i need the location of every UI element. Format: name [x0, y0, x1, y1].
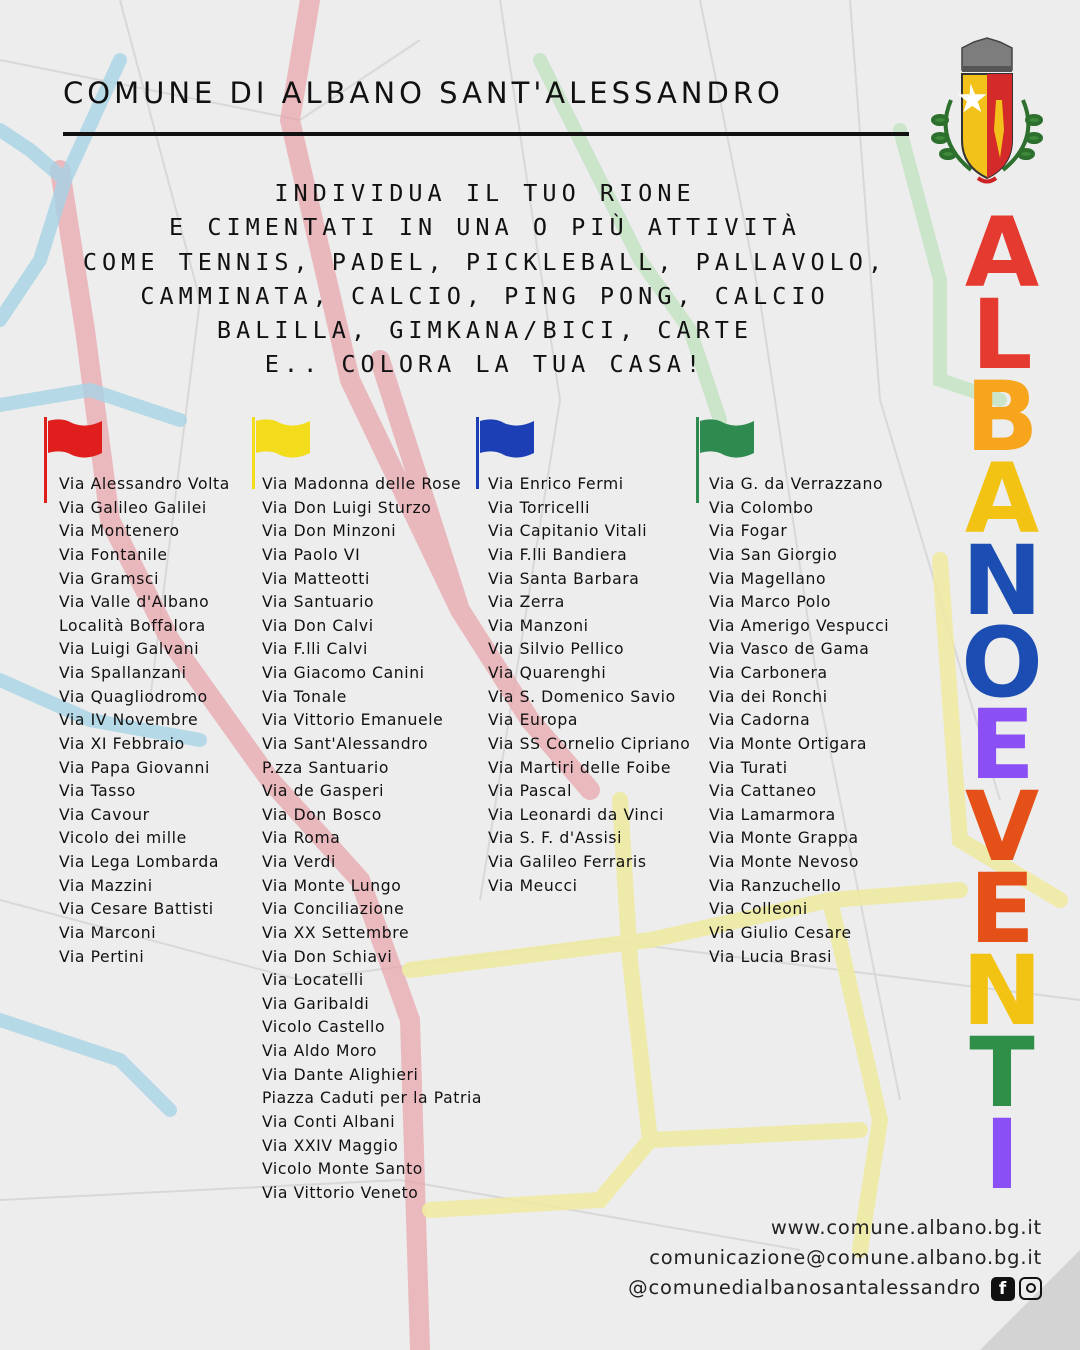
street-item: Via S. F. d'Assisi	[488, 829, 623, 848]
street-item: Via Cavour	[59, 805, 150, 824]
street-item: Via Montenero	[59, 522, 180, 541]
street-item: Via Manzoni	[488, 616, 589, 635]
street-item: Località Boffalora	[59, 616, 206, 635]
wordmark-letter: B	[965, 361, 1039, 473]
wordmark-letter: A	[964, 443, 1040, 555]
street-item: Via Garibaldi	[262, 994, 370, 1013]
street-item: Via Valle d'Albano	[59, 593, 210, 612]
street-item: Via Sant'Alessandro	[262, 734, 429, 753]
social-handle[interactable]: @comunedialbanosantalessandro	[628, 1276, 981, 1299]
street-item: Via Don Schiavi	[262, 947, 393, 966]
page-title: COMUNE DI ALBANO SANT'ALESSANDRO	[63, 76, 784, 110]
street-item: Via Santa Barbara	[488, 569, 640, 588]
street-item: Via Marco Polo	[709, 593, 831, 612]
street-item: Via Giulio Cesare	[709, 923, 852, 942]
street-item: Via XI Febbraio	[59, 734, 185, 753]
street-item: P.zza Santuario	[262, 758, 389, 777]
street-item: Via XXIV Maggio	[262, 1136, 399, 1155]
wordmark-letter: N	[961, 525, 1043, 637]
street-item: Via Fogar	[709, 522, 788, 541]
street-item: Via Gramsci	[59, 569, 160, 588]
email-link[interactable]: comunicazione@comune.albano.bg.it	[649, 1246, 1042, 1269]
street-item: Via Luigi Galvani	[59, 640, 200, 659]
street-item: Via Europa	[488, 711, 578, 730]
street-item: Via Vittorio Veneto	[262, 1183, 419, 1202]
street-item: Via Vittorio Emanuele	[262, 711, 444, 730]
street-item: Via Verdi	[262, 853, 336, 871]
street-item: Via Marconi	[59, 923, 157, 942]
wordmark-letter: T	[969, 1017, 1035, 1129]
street-item: Via Vasco de Gama	[709, 640, 870, 659]
wordmark-letter: O	[961, 607, 1043, 719]
street-list-blue	[488, 473, 690, 898]
intro-line: COME TENNIS, PADEL, PICKLEBALL, PALLAVOLO,	[82, 247, 888, 276]
street-item: Via Tasso	[59, 782, 136, 801]
street-item: Via Torricelli	[488, 498, 591, 517]
street-item: Vicolo Monte Santo	[262, 1160, 423, 1179]
street-item: Via dei Ronchi	[709, 687, 828, 706]
street-item: Via Pertini	[59, 947, 145, 966]
street-item: Via F.lli Calvi	[262, 640, 368, 659]
intro-line: CAMMINATA, CALCIO, PING PONG, CALCIO	[140, 281, 830, 310]
street-item: Via XX Settembre	[262, 923, 410, 942]
street-item: Via Roma	[262, 829, 341, 848]
wordmark-letter: E	[969, 689, 1035, 801]
header-divider	[63, 132, 909, 136]
wordmark-letter: E	[969, 853, 1035, 965]
street-item: Via San Giorgio	[709, 545, 838, 564]
street-item: Via Cesare Battisti	[59, 900, 214, 919]
street-item: Via Locatelli	[262, 971, 364, 990]
wordmark-letter: L	[971, 279, 1033, 391]
street-item: Via SS Cornelio Cipriano	[488, 734, 691, 753]
street-item: Via IV Novembre	[59, 711, 199, 730]
street-item: Via Don Calvi	[262, 616, 374, 635]
street-item: Via Don Bosco	[262, 805, 382, 824]
street-item: Via Tonale	[262, 687, 347, 706]
street-item: Via Lucia Brasi	[709, 947, 833, 966]
street-item: Via Monte Lungo	[262, 876, 402, 895]
street-item: Via F.lli Bandiera	[488, 545, 628, 564]
street-item: Via Aldo Moro	[262, 1042, 377, 1060]
street-item: Via Madonna delle Rose	[262, 475, 462, 493]
street-item: Via Enrico Fermi	[488, 475, 624, 493]
street-item: Via Lega Lombarda	[59, 853, 219, 871]
street-item: Via Leonardi da Vinci	[488, 805, 664, 824]
wordmark-letter: V	[964, 771, 1040, 883]
street-item: Via Monte Ortigara	[709, 734, 868, 753]
wordmark-letter: A	[964, 197, 1040, 309]
street-item: Via Dante Alighieri	[262, 1065, 419, 1084]
street-item: Via Alessandro Volta	[59, 475, 230, 493]
street-item: Via S. Domenico Savio	[488, 687, 676, 706]
street-item: Via Matteotti	[262, 569, 370, 588]
social-line	[628, 1273, 1042, 1303]
header	[63, 76, 909, 136]
street-item: Via Monte Nevoso	[709, 853, 860, 871]
street-item: Via Galileo Galilei	[59, 498, 207, 517]
street-item: Via Lamarmora	[709, 805, 836, 824]
wordmark-letter: N	[961, 935, 1043, 1047]
street-item: Via Fontanile	[59, 545, 168, 564]
intro-line: BALILLA, GIMKANA/BICI, CARTE	[216, 316, 754, 345]
street-item: Via Conti Albani	[262, 1112, 396, 1131]
intro-line: INDIVIDUA IL TUO RIONE	[274, 179, 696, 207]
street-item: Via Spallanzani	[59, 664, 187, 682]
wordmark-letter: I	[984, 1099, 1020, 1211]
street-item: Via Pascal	[488, 782, 573, 801]
street-item: Via Ranzuchello	[709, 876, 842, 895]
street-item: Via Silvio Pellico	[488, 640, 625, 659]
street-list-green	[709, 473, 889, 969]
website-link[interactable]: www.comune.albano.bg.it	[770, 1216, 1042, 1239]
albano-eventi-wordmark	[960, 197, 1044, 1211]
street-item: Via Zerra	[488, 593, 565, 612]
street-item: Via Galileo Ferraris	[488, 853, 647, 871]
street-item: Via Magellano	[709, 569, 827, 588]
street-item: Via Monte Grappa	[709, 829, 859, 848]
intro-line: E CIMENTATI IN UNA O PIÙ ATTIVITÀ	[169, 213, 801, 242]
street-item: Via Colombo	[709, 498, 814, 517]
street-item: Via Amerigo Vespucci	[709, 616, 890, 635]
street-item: Via Don Luigi Sturzo	[262, 498, 432, 517]
street-item: Via Conciliazione	[262, 900, 405, 919]
street-item: Via Meucci	[488, 876, 578, 895]
street-item: Via Quarenghi	[488, 664, 607, 682]
street-item: Via Carbonera	[709, 664, 828, 682]
intro-text	[40, 176, 930, 382]
street-item: Via Paolo VI	[262, 545, 361, 564]
intro-line: E.. COLORA LA TUA CASA!	[264, 350, 706, 379]
street-item: Via Colleoni	[709, 900, 808, 919]
street-item: Via Mazzini	[59, 876, 153, 895]
street-item: Via Giacomo Canini	[262, 664, 425, 682]
street-item: Via Cadorna	[709, 711, 811, 730]
street-list-yellow	[262, 473, 482, 1205]
street-item: Via Martiri delle Foibe	[488, 758, 672, 777]
street-item: Via Cattaneo	[709, 782, 817, 801]
street-item: Via Quagliodromo	[59, 687, 208, 706]
instagram-icon[interactable]	[1019, 1277, 1042, 1300]
facebook-icon[interactable]: f	[991, 1277, 1015, 1301]
street-item: Via Papa Giovanni	[59, 758, 210, 777]
coat-of-arms-icon	[926, 30, 1048, 188]
street-item: Vicolo dei mille	[59, 829, 187, 848]
street-item: Via Capitanio Vitali	[488, 522, 648, 541]
street-item: Via Don Minzoni	[262, 522, 397, 541]
street-item: Via Turati	[709, 758, 788, 777]
street-item: Piazza Caduti per la Patria	[262, 1089, 483, 1108]
street-item: Via Santuario	[262, 593, 375, 612]
footer-contacts	[628, 1213, 1042, 1303]
street-item: Via G. da Verrazzano	[709, 475, 884, 493]
street-item: Via de Gasperi	[262, 782, 385, 801]
street-list-red	[59, 473, 230, 969]
street-item: Vicolo Castello	[262, 1018, 386, 1037]
